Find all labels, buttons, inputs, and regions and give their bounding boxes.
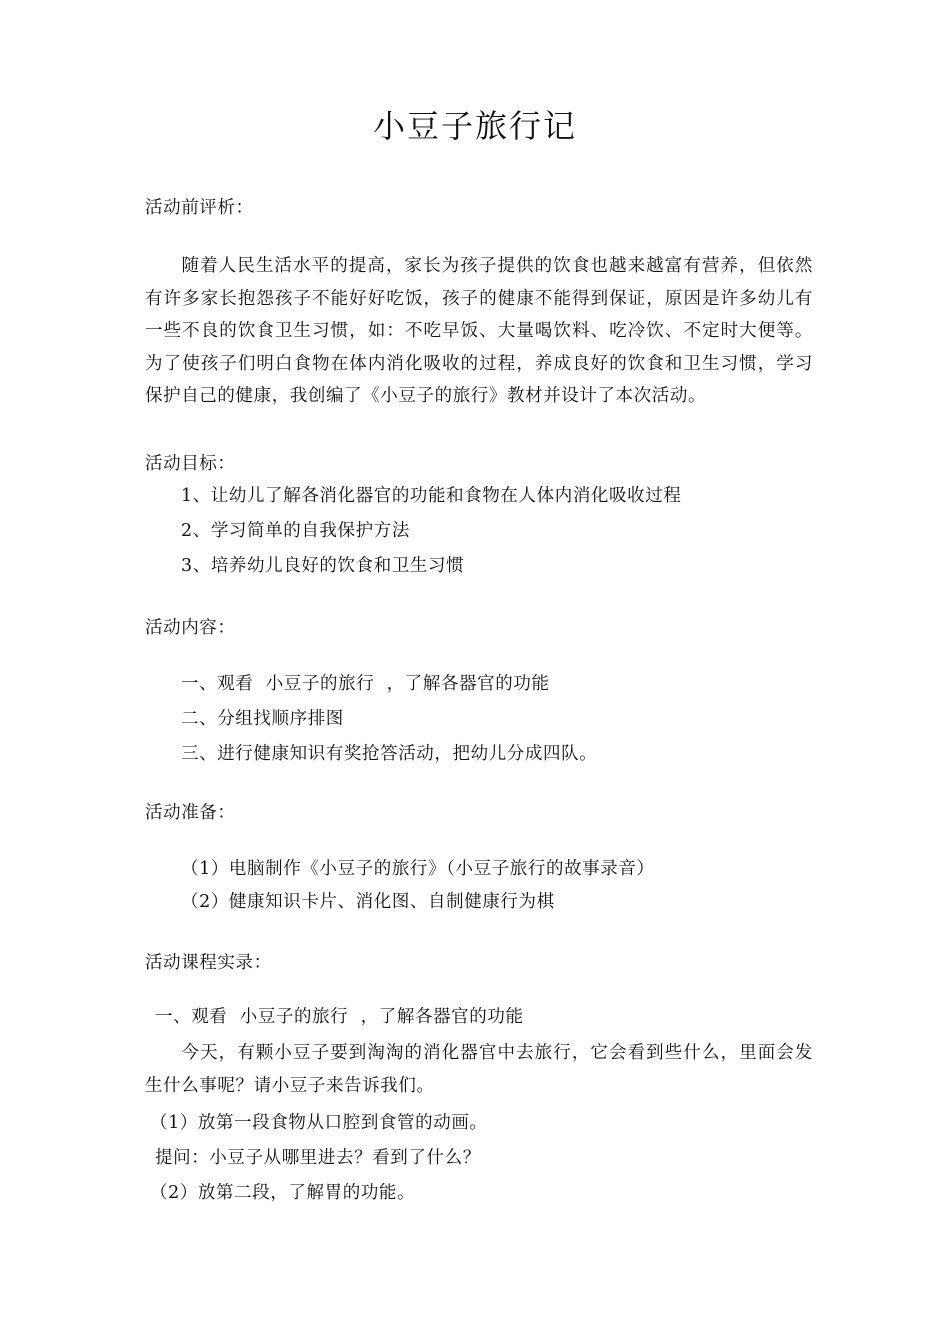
record-heading: 活动课程实录：: [145, 953, 272, 973]
content-item: 二、分组找顺序排图: [181, 709, 344, 729]
record-section-title: 一、观看 小豆子的旅行 ，了解各器官的功能: [155, 1007, 524, 1027]
content-item: 一、观看 小豆子的旅行 ，了解各器官的功能: [181, 674, 550, 694]
record-question: 提问：小豆子从哪里进去？看到了什么？: [155, 1148, 481, 1168]
analysis-heading: 活动前评析：: [145, 198, 254, 218]
record-paragraph: [145, 1037, 813, 1102]
record-step: （2）放第二段，了解胃的功能。: [150, 1183, 416, 1203]
document-title: 小豆子旅行记: [372, 107, 577, 145]
goal-item: 1、让幼儿了解各消化器官的功能和食物在人体内消化吸收过程: [181, 486, 682, 506]
analysis-text: 随着人民生活水平的提高，家长为孩子提供的饮食也越来越富有营养，但依然有许多家长抱怨孩子不能好好吃饭，孩子的健康不能得到保证，原因是许多幼儿有一些不良的饮食卫生习惯，如：不吃早饭、大量喝饮料、吃冷饮、不定时大便等。为了使孩子们明白食物在体内消化吸收的过程，养成良好的饮食和卫生习惯，学习保护自己的健康，我创编了《小豆子的旅行》教材并设计了本次活动。: [145, 256, 813, 406]
content-heading: 活动内容：: [145, 618, 236, 638]
record-text: 今天，有颗小豆子要到淘淘的消化器官中去旅行，它会看到些什么，里面会发生什么事呢？请小豆子来告诉我们。: [145, 1043, 813, 1096]
record-step: （1）放第一段食物从口腔到食管的动画。: [150, 1113, 488, 1133]
prep-heading: 活动准备：: [145, 803, 236, 823]
goal-item: 3、培养幼儿良好的饮食和卫生习惯: [181, 556, 465, 576]
goal-item: 2、学习简单的自我保护方法: [181, 521, 410, 541]
prep-item: （2）健康知识卡片、消化图、自制健康行为棋: [181, 892, 555, 912]
prep-item: （1）电脑制作《小豆子的旅行》（小豆子旅行的故事录音）: [181, 859, 655, 879]
content-item: 三、进行健康知识有奖抢答活动，把幼儿分成四队。: [181, 744, 598, 764]
goals-heading: 活动目标：: [145, 454, 236, 474]
analysis-paragraph: [145, 250, 813, 413]
